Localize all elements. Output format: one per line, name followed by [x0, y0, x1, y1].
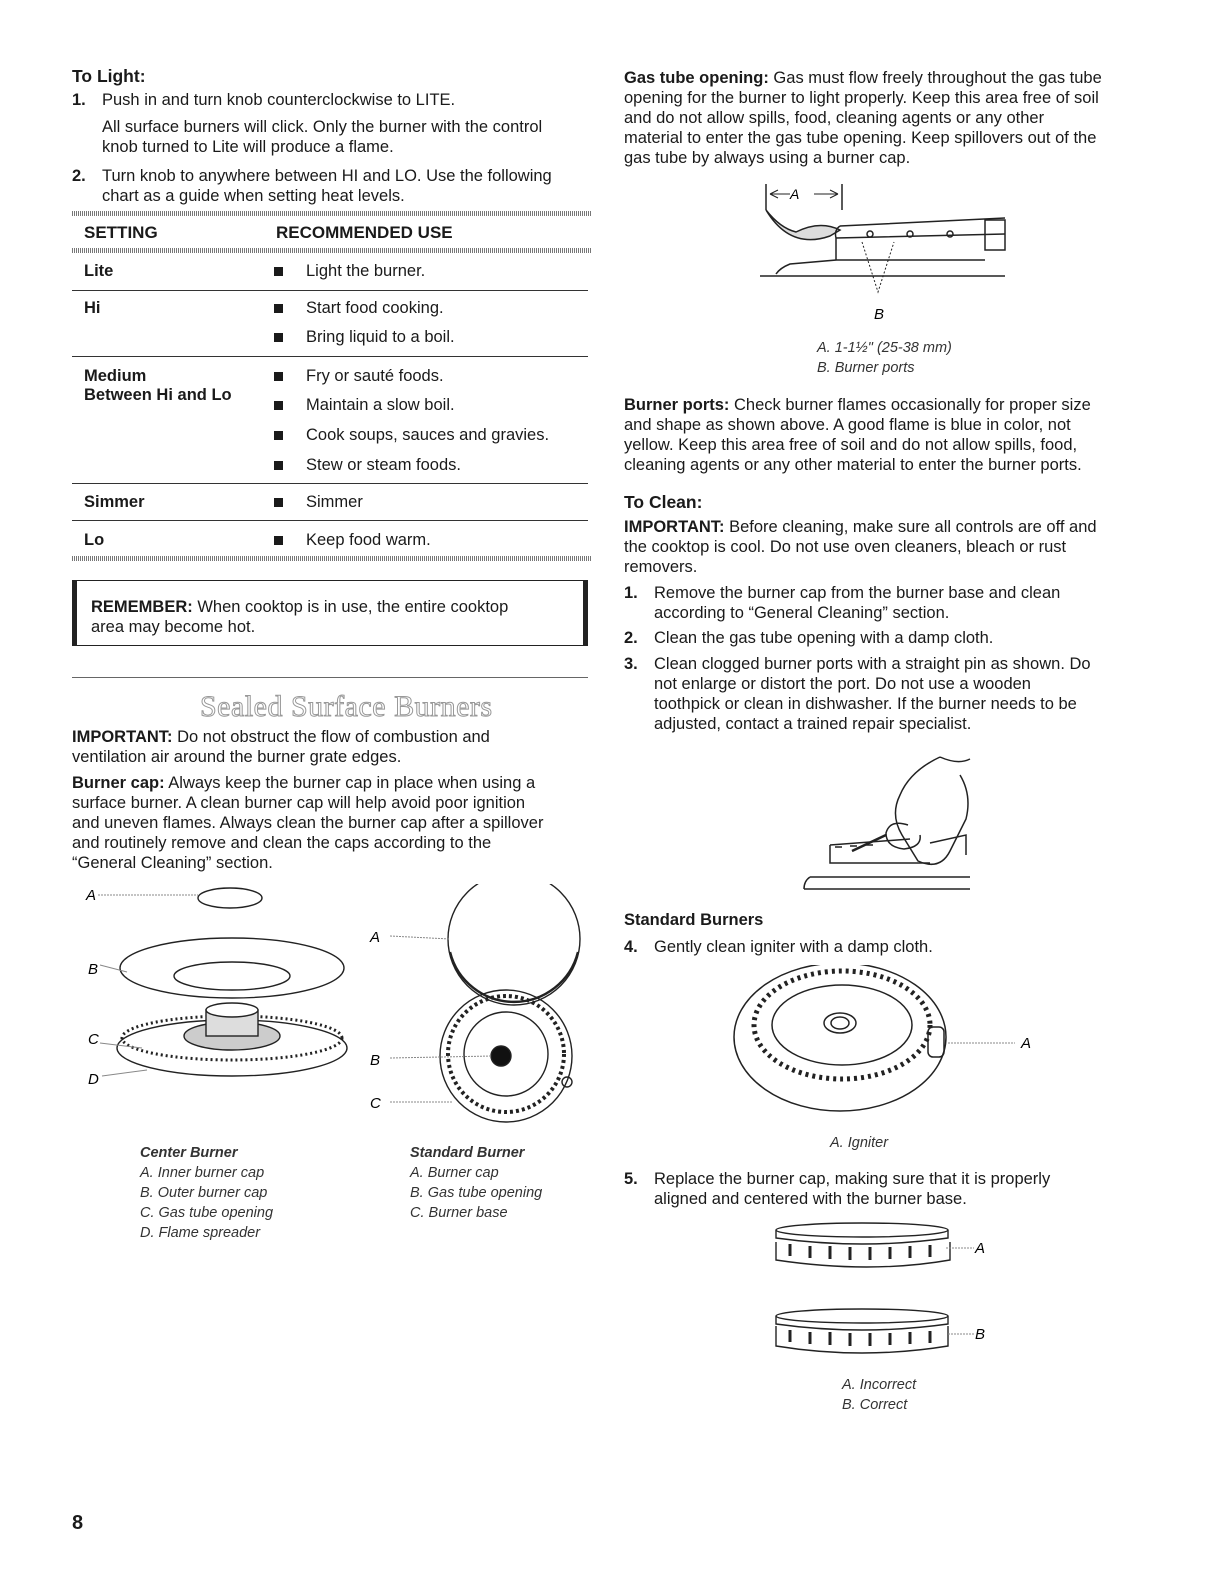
- table-header-setting: SETTING: [84, 223, 158, 242]
- step-subtext: All surface burners will click. Only the burner with the control: [102, 118, 543, 136]
- paragraph-line: Do not obstruct the flow of combustion and: [172, 728, 490, 746]
- list-item: [72, 166, 552, 206]
- pin-cleaning-illustration: [790, 755, 980, 895]
- setting-name: Hi: [84, 299, 101, 317]
- caption-title: Center Burner: [140, 1145, 238, 1161]
- row-divider: [72, 356, 588, 357]
- step-text: adjusted, contact a trained repair specialist.: [654, 715, 972, 733]
- setting-name: Medium: [84, 367, 147, 385]
- bullet-icon: [274, 461, 283, 470]
- caption-item: C. Gas tube opening: [140, 1205, 274, 1221]
- step-text: toothpick or clean in dishwasher. If the burner needs to be: [654, 695, 1077, 713]
- sealed-important: [72, 727, 612, 767]
- burner-flame-illustration: [750, 180, 1020, 330]
- standard-burner-caption: [410, 1143, 542, 1223]
- standard-burner-illustration: [362, 884, 592, 1144]
- recommended-use: Start food cooking.: [306, 299, 444, 317]
- flame-caption: [817, 338, 952, 378]
- callout-b: B: [88, 961, 99, 978]
- callout-a: A: [790, 186, 800, 202]
- paragraph-line: surface burner. A clean burner cap will help avoid poor ignition: [72, 794, 526, 812]
- correct-alignment-shape: [776, 1309, 974, 1353]
- burner-cap-shape: [448, 884, 580, 1005]
- setting-name: Lo: [84, 531, 105, 549]
- gas-tube-paragraph: [624, 68, 1184, 168]
- center-burner-caption: [140, 1143, 273, 1243]
- step-number: 2.: [624, 629, 638, 647]
- paragraph-line: opening for the burner to light properly. Keep this area free of soil: [624, 89, 1099, 107]
- caption-item: A. Inner burner cap: [140, 1165, 265, 1181]
- callout-d: D: [88, 1071, 99, 1088]
- burner-ports-paragraph: [624, 395, 1184, 475]
- gas-tube-label: Gas tube opening:: [624, 69, 769, 87]
- paragraph-line: and shape as shown above. A good flame is blue in color, not: [624, 416, 1071, 434]
- row-divider: [72, 290, 588, 291]
- step-number: 1.: [624, 584, 638, 602]
- recommended-use: Fry or sauté foods.: [306, 367, 444, 385]
- recommended-use: Keep food warm.: [306, 531, 431, 549]
- to-clean-heading: To Clean:: [624, 492, 703, 512]
- step-number: 4.: [624, 938, 638, 956]
- bullet-icon: [274, 536, 283, 545]
- alignment-caption: [842, 1375, 916, 1415]
- setting-name: Simmer: [84, 493, 145, 511]
- table-header-rule: [72, 248, 592, 253]
- step-text: Replace the burner cap, making sure that it is properly: [654, 1170, 1051, 1188]
- step-number: 2.: [72, 167, 86, 185]
- paragraph-line: and uneven flames. Always clean the burner cap after a spillover: [72, 814, 544, 832]
- list-item: [624, 583, 1060, 623]
- step-text: Clean clogged burner ports with a straight pin as shown. Do: [654, 655, 1091, 673]
- caption-item: B. Correct: [842, 1397, 908, 1413]
- gas-tube-opening-shape: [491, 1046, 511, 1066]
- cap-alignment-illustration: [770, 1218, 1000, 1368]
- paragraph-line: “General Cleaning” section.: [72, 854, 273, 872]
- paragraph-line: Gas must flow freely throughout the gas tube: [768, 69, 1102, 87]
- caption-item: B. Burner ports: [817, 360, 915, 376]
- inner-cap-shape: [198, 888, 262, 908]
- table-header-use: RECOMMENDED USE: [276, 223, 453, 242]
- important-label: IMPORTANT:: [624, 518, 725, 536]
- recommended-use: Cook soups, sauces and gravies.: [306, 426, 550, 444]
- recommended-use: Simmer: [306, 493, 363, 511]
- paragraph-line: removers.: [624, 558, 698, 576]
- step-text: Clean the gas tube opening with a damp cloth.: [654, 629, 994, 647]
- burner-cap-paragraph: [72, 773, 612, 873]
- paragraph-line: the cooktop is cool. Do not use oven cleaners, bleach or rust: [624, 538, 1067, 556]
- paragraph-line: yellow. Keep this area free of soil and do not allow spills, food,: [624, 436, 1078, 454]
- caption-item: A. 1-1½" (25-38 mm): [817, 340, 952, 356]
- bullet-icon: [274, 304, 283, 313]
- list-item: [624, 937, 933, 957]
- step-subtext: knob turned to Lite will produce a flame.: [102, 138, 394, 156]
- igniter-shape: [928, 1027, 944, 1057]
- setting-name: Lite: [84, 262, 114, 280]
- paragraph-line: gas tube by always using a burner cap.: [624, 149, 911, 167]
- to-light-heading: To Light:: [72, 66, 146, 86]
- incorrect-alignment-shape: [776, 1223, 974, 1267]
- caption-item: A. Burner cap: [410, 1165, 499, 1181]
- recommended-use: Stew or steam foods.: [306, 456, 461, 474]
- recommended-use: Maintain a slow boil.: [306, 396, 455, 414]
- center-burner-illustration: [72, 878, 372, 1098]
- paragraph-line: ventilation air around the burner grate edges.: [72, 748, 402, 766]
- standard-burners-heading: Standard Burners: [624, 911, 764, 929]
- callout-c: C: [370, 1095, 381, 1112]
- to-clean-steps: [624, 583, 1184, 743]
- list-item: [72, 90, 455, 110]
- paragraph-line: Before cleaning, make sure all controls are off and: [724, 518, 1097, 536]
- recommended-use: Bring liquid to a boil.: [306, 328, 455, 346]
- table-bottom-rule: [72, 556, 592, 561]
- caption-item: B. Gas tube opening: [410, 1185, 543, 1201]
- bullet-icon: [274, 498, 283, 507]
- table-top-rule: [72, 211, 592, 216]
- step-text: Push in and turn knob counterclockwise to LITE.: [102, 91, 456, 109]
- step-text: Turn knob to anywhere between HI and LO. Use the following: [102, 167, 552, 185]
- list-item-sub: [72, 117, 542, 157]
- callout-c: C: [88, 1031, 99, 1048]
- section-divider: [72, 677, 588, 678]
- important-label: IMPORTANT:: [72, 728, 173, 746]
- step-text: Gently clean igniter with a damp cloth.: [654, 938, 933, 956]
- step-number: 5.: [624, 1170, 638, 1188]
- row-divider: [72, 483, 588, 484]
- bullet-icon: [274, 401, 283, 410]
- callout-a: A: [1021, 1035, 1032, 1052]
- bullet-icon: [274, 431, 283, 440]
- flame-shape: [766, 210, 840, 240]
- step-number: 3.: [624, 655, 638, 673]
- paragraph-line: material to enter the gas tube opening. Keep spillovers out of the: [624, 129, 1097, 147]
- bullet-icon: [274, 333, 283, 342]
- caption-item: D. Flame spreader: [140, 1225, 261, 1241]
- callout-b: B: [874, 306, 885, 323]
- caption-title: Standard Burner: [410, 1145, 525, 1161]
- callout-b: B: [975, 1326, 986, 1343]
- callout-a: A: [370, 929, 381, 946]
- burner-cap-label: Burner cap:: [72, 774, 165, 792]
- page-number: 8: [72, 1512, 84, 1534]
- burner-ports-label: Burner ports:: [624, 396, 730, 414]
- step-number: 1.: [72, 91, 86, 109]
- step-text: according to “General Cleaning” section.: [654, 604, 950, 622]
- paragraph-line: and do not allow spills, food, cleaning agents or any other: [624, 109, 1045, 127]
- paragraph-line: Always keep the burner cap in place when using a: [164, 774, 536, 792]
- remember-text: area may become hot.: [91, 618, 256, 636]
- callout-a: A: [86, 887, 97, 904]
- step-text: aligned and centered with the burner base.: [654, 1190, 967, 1208]
- bullet-icon: [274, 267, 283, 276]
- remember-text: When cooktop is in use, the entire cooktop: [192, 598, 509, 616]
- paragraph-line: cleaning agents or any other material to enter the burner ports.: [624, 456, 1082, 474]
- list-item: [624, 628, 993, 648]
- to-clean-important: [624, 517, 1184, 577]
- setting-name: Between Hi and Lo: [84, 386, 232, 404]
- row-divider: [72, 520, 588, 521]
- step-text: Remove the burner cap from the burner base and clean: [654, 584, 1061, 602]
- callout-a: A: [975, 1240, 986, 1257]
- step-text: chart as a guide when setting heat levels.: [102, 187, 405, 205]
- to-light-steps: [72, 90, 612, 210]
- bullet-icon: [274, 372, 283, 381]
- caption-item: B. Outer burner cap: [140, 1185, 268, 1201]
- sealed-burners-title: Sealed Surface Burners: [200, 690, 493, 723]
- callout-b: B: [370, 1052, 381, 1069]
- list-item: [624, 654, 1091, 734]
- recommended-use: Light the burner.: [306, 262, 426, 280]
- igniter-caption: A. Igniter: [830, 1135, 889, 1151]
- remember-label: REMEMBER:: [91, 598, 193, 616]
- paragraph-line: Check burner flames occasionally for proper size: [729, 396, 1091, 414]
- igniter-illustration: [730, 965, 1040, 1125]
- caption-item: A. Incorrect: [842, 1377, 917, 1393]
- outer-cap-shape: [120, 938, 344, 998]
- caption-item: C. Burner base: [410, 1205, 508, 1221]
- step-text: not enlarge or distort the port. Do not use a wooden: [654, 675, 1031, 693]
- list-item: [624, 1169, 1050, 1209]
- remember-callout: [72, 580, 588, 646]
- paragraph-line: and routinely remove and clean the caps according to the: [72, 834, 492, 852]
